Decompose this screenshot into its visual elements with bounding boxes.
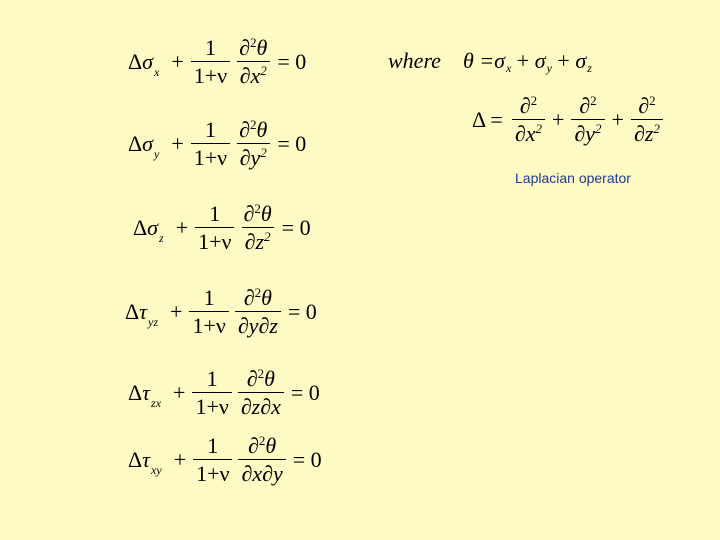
- equation-lhs: [128, 48, 160, 79]
- delta-symbol: Δ: [133, 214, 148, 240]
- stress-symbol: τ: [142, 446, 151, 472]
- stress-symbol: σ: [142, 130, 154, 156]
- laplacian-term-x: [512, 93, 545, 147]
- theta-definition: [388, 48, 592, 74]
- theta-term-3-sub: z: [587, 60, 592, 75]
- stress-symbol: σ: [142, 48, 154, 74]
- where-label: where: [388, 48, 441, 73]
- poisson-fraction: [189, 285, 228, 339]
- laplacian-term-x-num-sup: 2: [530, 93, 538, 109]
- equation-lhs: [128, 446, 162, 477]
- laplacian-term-x-num: ∂: [519, 93, 531, 118]
- stress-subscript: x: [154, 64, 160, 79]
- plus-sign: +: [173, 446, 187, 472]
- laplacian-caption: Laplacian operator: [515, 170, 631, 186]
- theta-plus-1: +: [511, 48, 535, 73]
- derivative-fraction: [238, 366, 284, 420]
- laplacian-term-y-num: ∂: [579, 93, 591, 118]
- poisson-fraction: [195, 201, 234, 255]
- stress-subscript: y: [154, 146, 160, 161]
- laplacian-term-z-num-sup: 2: [649, 93, 656, 109]
- derivative-denominator: ∂y∂z: [237, 313, 278, 339]
- theta-symbol: θ: [264, 366, 275, 391]
- theta-lhs: θ =: [462, 48, 495, 73]
- derivative-order: 2: [258, 433, 266, 449]
- poisson-fraction: [192, 366, 231, 420]
- derivative-denominator: ∂z: [244, 229, 265, 255]
- equals-zero: = 0: [277, 48, 307, 74]
- derivative-numerator: ∂: [239, 117, 250, 142]
- derivative-numerator: ∂: [248, 433, 259, 458]
- theta-symbol: θ: [260, 201, 272, 226]
- theta-plus-2: +: [551, 48, 576, 73]
- equals-zero: = 0: [277, 130, 307, 156]
- theta-symbol: θ: [256, 35, 268, 60]
- poisson-denominator: 1+ν: [192, 392, 231, 419]
- derivative-order: 2: [254, 285, 262, 301]
- delta-symbol: Δ: [128, 379, 143, 405]
- plus-sign: +: [171, 48, 184, 74]
- derivative-denominator: ∂z∂x: [240, 394, 281, 420]
- laplacian-lhs: Δ =: [472, 106, 503, 132]
- compatibility-equation: [133, 201, 315, 255]
- equals-zero: = 0: [287, 298, 317, 324]
- derivative-fraction: [236, 35, 270, 89]
- delta-symbol: Δ: [125, 298, 140, 324]
- derivative-numerator: ∂: [243, 285, 255, 310]
- poisson-fraction: [191, 117, 230, 171]
- laplacian-term-y: [571, 93, 604, 147]
- theta-symbol: θ: [261, 285, 272, 310]
- derivative-denominator-power: 2: [260, 145, 267, 161]
- delta-symbol: Δ: [128, 446, 143, 472]
- delta-symbol: Δ: [128, 48, 143, 74]
- poisson-denominator: 1+ν: [193, 459, 232, 486]
- delta-symbol: Δ: [128, 130, 143, 156]
- derivative-denominator: ∂x: [239, 63, 261, 89]
- theta-symbol: θ: [265, 433, 277, 458]
- plus-sign: +: [173, 379, 186, 405]
- plus-sign: +: [175, 214, 189, 240]
- theta-term-3: σ: [575, 48, 587, 73]
- derivative-denominator-power: 2: [264, 229, 271, 245]
- poisson-numerator: 1: [204, 117, 216, 142]
- equation-lhs: [128, 379, 162, 410]
- derivative-order: 2: [250, 35, 257, 51]
- stress-subscript: xy: [151, 462, 162, 477]
- plus-sign: +: [171, 130, 184, 156]
- laplacian-term-x-den: ∂x: [514, 121, 536, 147]
- poisson-numerator: 1: [207, 433, 219, 458]
- laplacian-plus-1: +: [551, 106, 565, 132]
- stress-subscript: yz: [148, 314, 159, 329]
- compatibility-equation: [128, 366, 324, 420]
- derivative-fraction: [235, 285, 281, 339]
- poisson-denominator: 1+ν: [195, 227, 234, 254]
- derivative-order: 2: [257, 366, 265, 382]
- derivative-fraction: [238, 433, 285, 487]
- theta-term-2: σ: [534, 48, 546, 73]
- poisson-fraction: [191, 35, 230, 89]
- derivative-fraction: [240, 201, 274, 255]
- laplacian-term-y-den-sup: 2: [595, 121, 602, 137]
- equals-zero: = 0: [281, 214, 311, 240]
- derivative-order: 2: [250, 117, 257, 133]
- equation-lhs: [128, 130, 160, 161]
- compatibility-equation: [128, 35, 310, 89]
- poisson-denominator: 1+ν: [191, 61, 230, 88]
- laplacian-term-z: [631, 93, 663, 147]
- laplacian-term-y-den: ∂y: [574, 121, 596, 147]
- equation-lhs: [133, 214, 164, 245]
- stress-symbol: σ: [147, 214, 159, 240]
- stress-subscript: z: [159, 230, 164, 245]
- derivative-denominator-power: 2: [260, 63, 267, 79]
- derivative-denominator: ∂y: [239, 145, 261, 171]
- poisson-numerator: 1: [204, 35, 216, 60]
- stress-symbol: τ: [142, 379, 151, 405]
- derivative-numerator: ∂: [239, 35, 250, 60]
- laplacian-term-x-den-sup: 2: [535, 121, 542, 137]
- laplacian-term-y-num-sup: 2: [590, 93, 597, 109]
- derivative-fraction: [236, 117, 270, 171]
- laplacian-term-z-den: ∂z: [633, 121, 654, 147]
- compatibility-equation: [128, 433, 326, 487]
- laplacian-term-z-den-sup: 2: [653, 121, 660, 137]
- compatibility-equation: [128, 117, 310, 171]
- derivative-order: 2: [254, 201, 261, 217]
- laplacian-definition: [472, 93, 666, 147]
- stress-subscript: zx: [151, 395, 162, 410]
- plus-sign: +: [170, 298, 183, 324]
- theta-term-1-sub: x: [505, 60, 512, 75]
- equals-zero: = 0: [292, 446, 322, 472]
- laplacian-term-z-num: ∂: [638, 93, 650, 118]
- poisson-fraction: [193, 433, 232, 487]
- derivative-numerator: ∂: [246, 366, 258, 391]
- poisson-numerator: 1: [206, 366, 218, 391]
- poisson-denominator: 1+ν: [191, 143, 230, 170]
- compatibility-equation: [125, 285, 321, 339]
- theta-symbol: θ: [256, 117, 268, 142]
- equation-lhs: [125, 298, 159, 329]
- poisson-denominator: 1+ν: [189, 311, 228, 338]
- derivative-denominator: ∂x∂y: [241, 461, 283, 487]
- stress-symbol: τ: [139, 298, 148, 324]
- laplacian-plus-2: +: [611, 106, 624, 132]
- equals-zero: = 0: [290, 379, 320, 405]
- poisson-numerator: 1: [203, 285, 215, 310]
- theta-term-1: σ: [494, 48, 505, 73]
- derivative-numerator: ∂: [243, 201, 255, 226]
- theta-term-2-sub: y: [546, 60, 552, 75]
- poisson-numerator: 1: [209, 201, 221, 226]
